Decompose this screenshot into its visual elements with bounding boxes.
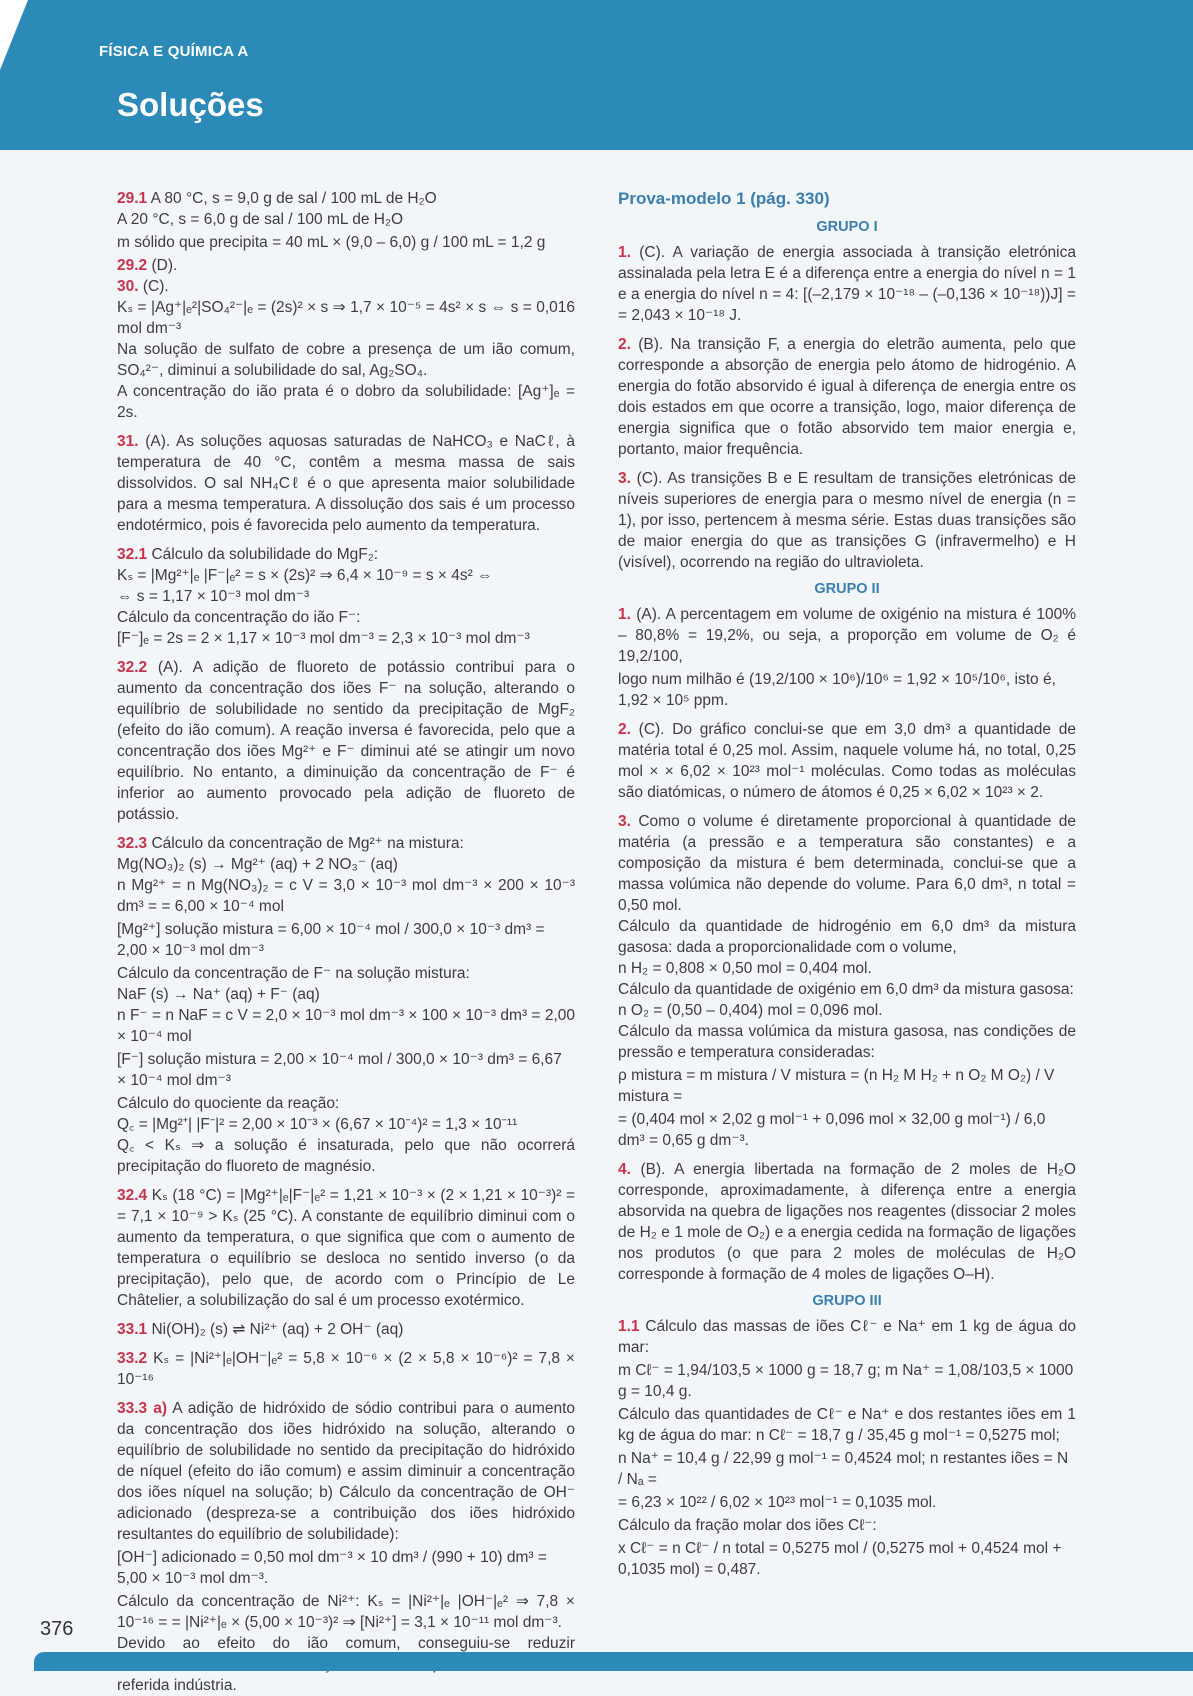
group-heading: GRUPO II [814, 581, 880, 597]
equation [618, 1065, 1076, 1107]
answer-paragraph [618, 1404, 1076, 1446]
answer-text: n Na⁺ = 10,4 g / 22,99 g mol⁻¹ = 0,4524 mol; n restantes iões = N / Nₐ = [618, 1450, 1069, 1488]
answer-text: A 20 °C, s = 6,0 g de sal / 100 mL de H₂O [117, 211, 404, 228]
equation [618, 1448, 1076, 1490]
left-column [117, 188, 575, 1696]
answer-paragraph [117, 657, 575, 825]
question-number: 1. [618, 606, 631, 623]
answer-paragraph [618, 468, 1076, 573]
question-number: 32.1 [117, 546, 148, 563]
answer-paragraph [618, 719, 1076, 803]
answer-paragraph [117, 586, 575, 607]
answer-paragraph [117, 188, 575, 209]
answer-text: Cálculo da concentração de F⁻ na solução mistura: [117, 965, 470, 982]
answer-text: Kₛ (18 °C) = |Mg²⁺|ₑ|F⁻|ₑ² = 1,21 × 10⁻³ × (2 × 1,21 × 10⁻³)² = = 7,1 × 10⁻⁹ > Kₛ (25 °C). A constante de equilíbrio diminui com o aumento da temperatura, o que significa que com o aumento de temperatura o equilíbrio se desloca no sentido inverso (o da precipitação), pelo que, de acordo com o Princípio de Le Châtelier, a solubilização do sal é um processo exotérmico. [117, 1187, 575, 1309]
answer-paragraph [117, 381, 575, 423]
answer-paragraph [618, 1515, 1076, 1536]
answer-text: (B). A energia libertada na formação de 2 moles de H₂O corresponde, aproximadamente, à diferença entre a energia absorvida na quebra de ligações nos reagentes (dissociar 2 moles de H₂ e 1 mole de O₂) e a energia cedida na formação de ligações nos produtos (o que para 2 moles de moléculas de H₂O corresponde à formação de 4 moles de ligações O–H). [618, 1161, 1076, 1283]
question-number: 1.1 [618, 1318, 640, 1335]
equation [618, 1538, 1076, 1580]
answer-text: Mg(NO₃)₂ (s) → Mg²⁺ (aq) + 2 NO₃⁻ (aq) [117, 856, 398, 873]
answer-text: Cálculo do quociente da reação: [117, 1095, 340, 1112]
group-heading: GRUPO I [816, 219, 878, 235]
answer-text: Cálculo da concentração do ião F⁻: [117, 609, 361, 626]
page-number: 376 [40, 1618, 74, 1640]
answer-paragraph [117, 1591, 575, 1633]
answer-paragraph [117, 875, 575, 917]
answer-paragraph [117, 1005, 575, 1047]
answer-text: x Cℓ⁻ = n Cℓ⁻ / n total = 0,5275 mol / (0,5275 mol + 0,4524 mol + 0,1035 mol) = 0,487. [618, 1540, 1062, 1578]
subject-label: FÍSICA E QUÍMICA A [99, 43, 249, 60]
equation [117, 232, 575, 253]
answer-text: Cálculo da quantidade de oxigénio em 6,0 dm³ da mistura gasosa: [618, 981, 1074, 998]
answer-text: Kₛ = |Ni²⁺|ₑ|OH⁻|ₑ² = 5,8 × 10⁻⁶ × (2 × 5,8 × 10⁻⁶)² = 7,8 × 10⁻¹⁶ [117, 1350, 575, 1388]
answer-paragraph [117, 276, 575, 297]
answer-text: [Mg²⁺] solução mistura = 6,00 × 10⁻⁴ mol / 300,0 × 10⁻³ dm³ = 2,00 × 10⁻³ mol dm⁻³ [117, 921, 545, 959]
answer-text: Cálculo da fração molar dos iões Cℓ⁻: [618, 1517, 877, 1534]
answer-text: (C). Do gráfico conclui-se que em 3,0 dm³ a quantidade de matéria total é 0,25 mol. Assim, naquele volume há, no total, 0,25 mol × × 6,02 × 10²³ mol⁻¹ moléculas. Como todas as moléculas são diatómicas, o número de átomos é 0,25 × 6,02 × 10²³ × 2. [618, 721, 1076, 801]
answer-paragraph [618, 916, 1076, 958]
question-number: 29.1 [117, 190, 148, 207]
page-title: Soluções [117, 86, 264, 123]
answer-text: logo num milhão é (19,2/100 × 10⁶)/10⁶ = 1,92 × 10⁵/10⁶, isto é, 1,92 × 10⁵ ppm. [618, 671, 1056, 709]
answer-paragraph [117, 607, 575, 628]
equation [618, 1109, 1076, 1151]
answer-text: Cálculo da concentração de Mg²⁺ na mistura: [147, 835, 464, 852]
answer-text: Cálculo das massas de iões Cℓ⁻ e Na⁺ em 1 kg de água do mar: [618, 1318, 1076, 1356]
question-number: 29.2 [117, 257, 148, 274]
answer-paragraph [117, 1319, 575, 1340]
right-column [618, 188, 1076, 1582]
answer-paragraph [117, 628, 575, 649]
answer-text: [F⁻] solução mistura = 2,00 × 10⁻⁴ mol / 300,0 × 10⁻³ dm³ = 6,67 × 10⁻⁴ mol dm⁻³ [117, 1051, 562, 1089]
equation [618, 1360, 1076, 1402]
answer-paragraph [117, 209, 575, 230]
answer-paragraph [117, 984, 575, 1005]
answer-text: A 80 °C, s = 9,0 g de sal / 100 mL de H₂O [147, 190, 437, 207]
question-number: 32.3 [117, 835, 148, 852]
answer-text: (A). A percentagem em volume de oxigénio na mistura é 100% – 80,8% = 19,2%, ou seja, a proporção em volume de O₂ é 19,2/100, [618, 606, 1076, 665]
question-number: 31. [117, 433, 139, 450]
answer-text: = 6,23 × 10²² / 6,02 × 10²³ mol⁻¹ = 0,1035 mol. [618, 1494, 937, 1511]
answer-text: Q꜀ < Kₛ ⇒ a solução é insaturada, pelo que não ocorrerá precipitação do fluoreto de magnésio. [117, 1137, 575, 1175]
footer-bar [34, 1652, 1193, 1671]
answer-text: Kₛ = |Mg²⁺|ₑ |F⁻|ₑ² = s × (2s)² ⇒ 6,4 × 10⁻⁹ = s × 4s² ⇔ [117, 567, 493, 584]
answer-text: A concentração do ião prata é o dobro da solubilidade: [Ag⁺]ₑ = 2s. [117, 383, 575, 421]
answer-text: ρ mistura = m mistura / V mistura = (n H₂ M H₂ + n O₂ M O₂) / V mistura = [618, 1067, 1055, 1105]
answer-text: (C). [138, 278, 169, 295]
question-number: 33.1 [117, 1321, 148, 1338]
header-notch [0, 0, 28, 70]
question-number: 4. [618, 1161, 631, 1178]
answer-text: Ni(OH)₂ (s) ⇌ Ni²⁺ (aq) + 2 OH⁻ (aq) [147, 1321, 404, 1338]
answer-paragraph [618, 958, 1076, 979]
equation [117, 1049, 575, 1091]
answer-paragraph [117, 255, 575, 276]
question-number: 30. [117, 278, 139, 295]
answer-paragraph [117, 1348, 575, 1390]
answer-text: m Cℓ⁻ = 1,94/103,5 × 1000 g = 18,7 g; m Na⁺ = 1,08/103,5 × 1000 g = 10,4 g. [618, 1362, 1074, 1400]
answer-text: (A). As soluções aquosas saturadas de NaHCO₃ e NaCℓ, à temperatura de 40 °C, contêm a mesma massa de sais dissolvidos. O sal NH₄Cℓ é o que apresenta maior solubilidade para a mesma temperatura. A dissolução dos sais é um processo endotérmico, pois é favorecida pelo aumento da temperatura. [117, 433, 575, 534]
answer-text: Cálculo das quantidades de Cℓ⁻ e Na⁺ e dos restantes iões em 1 kg de água do mar: n Cℓ⁻ = 18,7 g / 35,45 g mol⁻¹ = 0,5275 mol; [618, 1406, 1076, 1444]
answer-text: (C). As transições B e E resultam de transições eletrónicas de níveis superiores de energia para o mesmo nível de energia (n = 1), por isso, pertencem à mesma série. Estas duas transições são de maior energia do que as transições G (infravermelho) e H (visível), ocorrendo na região do ultravioleta. [618, 470, 1076, 571]
answer-text: n H₂ = 0,808 × 0,50 mol = 0,404 mol. [618, 960, 872, 977]
answer-text: m sólido que precipita = 40 mL × (9,0 – 6,0) g / 100 mL = 1,2 g [117, 234, 546, 251]
answer-text: [F⁻]ₑ = 2s = 2 × 1,17 × 10⁻³ mol dm⁻³ = 2,3 × 10⁻³ mol dm⁻³ [117, 630, 530, 647]
equation [618, 1492, 1076, 1513]
answer-paragraph [117, 1114, 575, 1135]
group-heading: GRUPO III [812, 1293, 882, 1309]
answer-paragraph [618, 242, 1076, 326]
answer-text: NaF (s) → Na⁺ (aq) + F⁻ (aq) [117, 986, 320, 1003]
question-number: 33.2 [117, 1350, 148, 1367]
answer-text: Cálculo da solubilidade do MgF₂: [147, 546, 379, 563]
answer-paragraph [117, 1398, 575, 1545]
answer-text: (D). [147, 257, 178, 274]
question-number: 33.3 a) [117, 1400, 168, 1417]
answer-paragraph [618, 811, 1076, 916]
section-heading: Prova-modelo 1 (pág. 330) [618, 189, 830, 208]
answer-paragraph [117, 297, 575, 339]
answer-text: A adição de hidróxido de sódio contribui para o aumento da concentração dos iões hidróxido na solução, alterando o equilíbrio de solubilidade no sentido da precipitação do hidróxido de níquel (efeito do ião comum) e assim diminuir a concentração dos iões níquel na solução; b) Cálculo da concentração de OH⁻ adicionado (despreza-se a contribuição dos iões hidróxido resultantes do equilíbrio de solubilidade): [117, 1400, 575, 1543]
answer-text: Devido ao efeito do ião comum, conseguiu-se reduzir referida indústria. [117, 1635, 575, 1694]
answer-paragraph [117, 1135, 575, 1177]
equation [117, 919, 575, 961]
answer-paragraph [618, 1316, 1076, 1358]
answer-text: Cálculo da concentração de Ni²⁺: Kₛ = |Ni²⁺|ₑ |OH⁻|ₑ² ⇒ 7,8 × 10⁻¹⁶ = = |Ni²⁺|ₑ × (5,00 × 10⁻³)² ⇒ [Ni²⁺] = 3,1 × 10⁻¹¹ mol dm⁻³. [117, 1593, 575, 1631]
question-number: 3. [618, 470, 631, 487]
answer-paragraph [117, 833, 575, 854]
answer-text: n Mg²⁺ = n Mg(NO₃)₂ = c V = 3,0 × 10⁻³ mol dm⁻³ × 200 × 10⁻³ dm³ = = 6,00 × 10⁻⁴ mol [117, 877, 575, 915]
page-header [0, 0, 1193, 150]
answer-text: n F⁻ = n NaF = c V = 2,0 × 10⁻³ mol dm⁻³ × 100 × 10⁻³ dm³ = 2,00 × 10⁻⁴ mol [117, 1007, 575, 1045]
answer-text: Cálculo da quantidade de hidrogénio em 6,0 dm³ da mistura gasosa: dada a proporcionalidade com o volume, [618, 918, 1076, 956]
answer-text: (C). A variação de energia associada à transição eletrónica assinalada pela letra E é a diferença entre a energia do nível n = 1 e a energia do nível n = 4: [(–2,179 × 10⁻¹⁸ – (–0,136 × 10⁻¹⁸))J] = = 2,043 × 10⁻¹⁸ J. [618, 244, 1076, 324]
question-number: 2. [618, 336, 631, 353]
answer-paragraph [117, 854, 575, 875]
answer-paragraph [117, 431, 575, 536]
answer-paragraph [117, 339, 575, 381]
answer-paragraph [117, 1093, 575, 1114]
answer-text: = (0,404 mol × 2,02 g mol⁻¹ + 0,096 mol × 32,00 g mol⁻¹) / 6,0 dm³ = 0,65 g dm⁻³. [618, 1111, 1046, 1149]
answer-paragraph [618, 334, 1076, 460]
answer-paragraph [117, 1185, 575, 1311]
question-number: 1. [618, 244, 631, 261]
answer-text: Cálculo da massa volúmica da mistura gasosa, nas condições de pressão e temperatura consideradas: [618, 1023, 1076, 1061]
equation [117, 1547, 575, 1589]
answer-text: ⇔ s = 1,17 × 10⁻³ mol dm⁻³ [117, 588, 310, 605]
answer-paragraph [618, 604, 1076, 667]
question-number: 32.4 [117, 1187, 148, 1204]
answer-text: (B). Na transição F, a energia do eletrão aumenta, pelo que corresponde a absorção de energia pelo átomo de hidrogénio. A energia do fotão absorvido é igual à diferença de energia entre os dois estados em que ocorre a transição, logo, maior diferença de energia significa que o fotão absorvido tem maior energia e, portanto, maior frequência. [618, 336, 1076, 458]
answer-paragraph [618, 979, 1076, 1000]
equation [618, 669, 1076, 711]
answer-paragraph [618, 1159, 1076, 1285]
answer-text: Na solução de sulfato de cobre a presença de um ião comum, SO₄²⁻, diminui a solubilidade do sal, Ag₂SO₄. [117, 341, 575, 379]
answer-paragraph [117, 544, 575, 565]
answer-text: Q꜀ = |Mg²⁺| |F⁻|² = 2,00 × 10⁻³ × (6,67 × 10⁻⁴)² = 1,3 × 10⁻¹¹ [117, 1116, 518, 1133]
answer-paragraph [618, 1021, 1076, 1063]
answer-text: (A). A adição de fluoreto de potássio contribui para o aumento da concentração dos iões F⁻ na solução, alterando o equilíbrio de solubilidade no sentido da precipitação de MgF₂ (efeito do ião comum). A reação inversa é favorecida, pelo que a concentração dos iões Mg²⁺ e F⁻ diminui até se atingir um novo equilíbrio. No entanto, a diminuição da concentração de F⁻ é inferior ao aumento provocado pela adição de fluoreto de potássio. [117, 659, 575, 823]
answer-paragraph [117, 963, 575, 984]
answer-text: Kₛ = |Ag⁺|ₑ²|SO₄²⁻|ₑ = (2s)² × s ⇒ 1,7 × 10⁻⁵ = 4s² × s ⇔ s = 0,016 mol dm⁻³ [117, 299, 575, 337]
answer-paragraph [618, 1000, 1076, 1021]
question-number: 32.2 [117, 659, 148, 676]
answer-text: [OH⁻] adicionado = 0,50 mol dm⁻³ × 10 dm³ / (990 + 10) dm³ = 5,00 × 10⁻³ mol dm⁻³. [117, 1549, 547, 1587]
question-number: 3. [618, 813, 631, 830]
question-number: 2. [618, 721, 631, 738]
answer-text: n O₂ = (0,50 – 0,404) mol = 0,096 mol. [618, 1002, 883, 1019]
answer-text: Como o volume é diretamente proporcional à quantidade de matéria (a pressão e a temperatura são constantes) e a composição da mistura é bem determinada, conclui-se que a massa volúmica não depende do volume. Para 6,0 dm³, n total = 0,50 mol. [618, 813, 1076, 914]
answer-paragraph [117, 565, 575, 586]
